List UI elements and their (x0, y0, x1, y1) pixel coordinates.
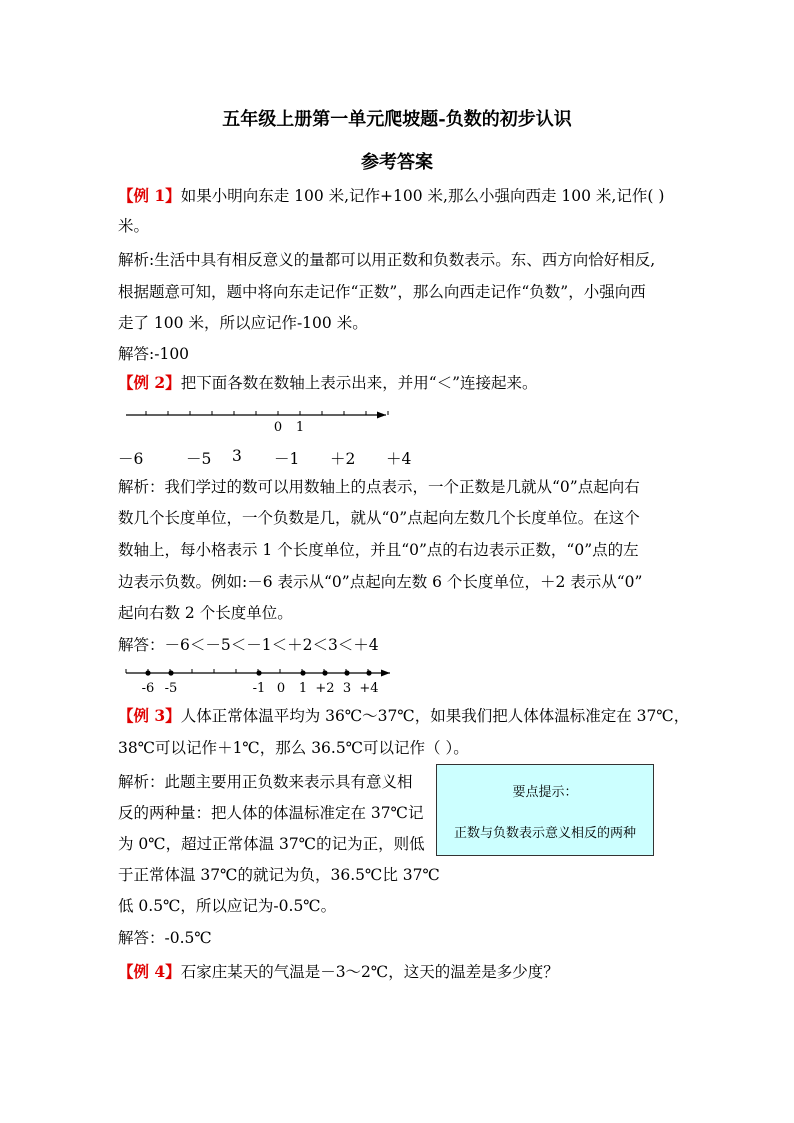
example-1-question-text: 如果小明向东走 100 米,记作+100 米,那么小强向西走 100 米,记作( ) (180, 187, 665, 205)
tip-title: 要点提示： (512, 785, 578, 800)
example-2-question (118, 373, 538, 393)
answer-point (322, 670, 327, 675)
example-1-analysis-2: 根据题意可知，题中将向东走记作“正数”，那么向西走记作“负数”，小强向西 (118, 283, 646, 301)
example-1-answer: 解答:-100 (118, 345, 190, 363)
axis-label-0: 0 (273, 420, 283, 435)
axis-label-1: 1 (295, 420, 305, 435)
example-2-analysis-4: 边表示负数。例如:－6 表示从“0”点起向左数 6 个长度单位，＋2 表示从“0” (118, 573, 643, 591)
example-1-analysis-3: 走了 100 米，所以应记作-100 米。 (118, 314, 368, 332)
example-3-analysis-4: 于正常体温 37℃的就记为负，36.5℃比 37℃ (118, 866, 440, 884)
example-4-question (118, 962, 559, 982)
example-2-answer: 解答：－6＜－5＜－1＜＋2＜3＜＋4 (118, 636, 379, 654)
example-4-question-text: 石家庄某天的气温是－3～2℃，这天的温差是多少度？ (180, 963, 559, 981)
example-3-tag: 【例 3】 (118, 706, 181, 725)
answer-label: +4 (359, 681, 379, 696)
example-2-analysis-1: 解析：我们学过的数可以用数轴上的点表示，一个正数是几就从“0”点起向右 (118, 478, 640, 496)
example-4-tag: 【例 4】 (118, 962, 181, 981)
answer-label: +2 (315, 681, 335, 696)
number-line-ticks (146, 411, 388, 415)
example-1-tag: 【例 1】 (118, 186, 181, 205)
numbers-to-plot (118, 447, 538, 467)
answer-point (366, 670, 371, 675)
example-3-question-cont: 38℃可以记作＋1℃，那么 36.5℃可以记作（ ）。 (118, 739, 469, 757)
example-3-question-text: 人体正常体温平均为 36℃～37℃，如果我们把人体体温标准定在 37℃， (180, 707, 690, 725)
example-2-question-text: 把下面各数在数轴上表示出来，并用“＜”连接起来。 (180, 374, 538, 392)
number-item: －5 (186, 450, 212, 468)
answer-label: -5 (164, 681, 178, 696)
example-3-analysis-2: 反的两种量：把人体的体温标准定在 37℃记 (118, 804, 424, 822)
arrow-right-icon (381, 670, 390, 677)
example-2-analysis-3: 数轴上，每小格表示 1 个长度单位，并且“0”点的右边表示正数，“0”点的左 (118, 541, 639, 559)
number-line-answer (118, 664, 403, 698)
example-1-analysis-1: 解析:生活中具有相反意义的量都可以用正数和负数表示。东、西方向恰好相反, (118, 251, 656, 269)
answer-label: 3 (342, 681, 352, 696)
example-2-analysis-5: 起向右数 2 个长度单位。 (118, 604, 293, 622)
key-point-tip-box (436, 764, 654, 856)
document-title: 五年级上册第一单元爬坡题-负数的初步认识 (222, 109, 572, 130)
example-2-tag: 【例 2】 (118, 373, 181, 392)
number-item: －6 (118, 450, 144, 468)
tip-text: 正数与负数表示意义相反的两种 (453, 826, 636, 841)
number-item: －1 (274, 450, 300, 468)
example-3-analysis-5: 低 0.5℃，所以应记为-0.5℃。 (118, 897, 337, 915)
answer-point (344, 670, 349, 675)
number-line-blank (118, 405, 398, 437)
answer-label: -6 (141, 681, 155, 696)
answer-label: 0 (276, 681, 286, 696)
number-item: ＋2 (330, 450, 356, 468)
answer-point (168, 670, 173, 675)
example-3-analysis-1: 解析：此题主要用正负数来表示具有意义相 (118, 773, 413, 791)
example-3-question (118, 706, 689, 726)
example-3-analysis-3: 为 0℃，超过正常体温 37℃的记为正，则低 (118, 835, 425, 853)
answer-point (256, 670, 261, 675)
example-3-answer: 解答：-0.5℃ (118, 929, 212, 947)
example-2-analysis-2: 数几个长度单位，一个负数是几，就从“0”点起向左数几个长度单位。在这个 (118, 509, 640, 527)
answer-label: 1 (298, 681, 308, 696)
answer-point (145, 670, 150, 675)
number-item: ＋4 (386, 450, 412, 468)
example-1-question-cont: 米。 (118, 217, 150, 235)
number-item: 3 (232, 447, 242, 465)
answer-point (300, 670, 305, 675)
example-1-question (118, 186, 664, 206)
document-subtitle: 参考答案 (361, 152, 433, 173)
answer-label: -1 (252, 681, 266, 696)
arrow-right-icon (377, 412, 386, 419)
